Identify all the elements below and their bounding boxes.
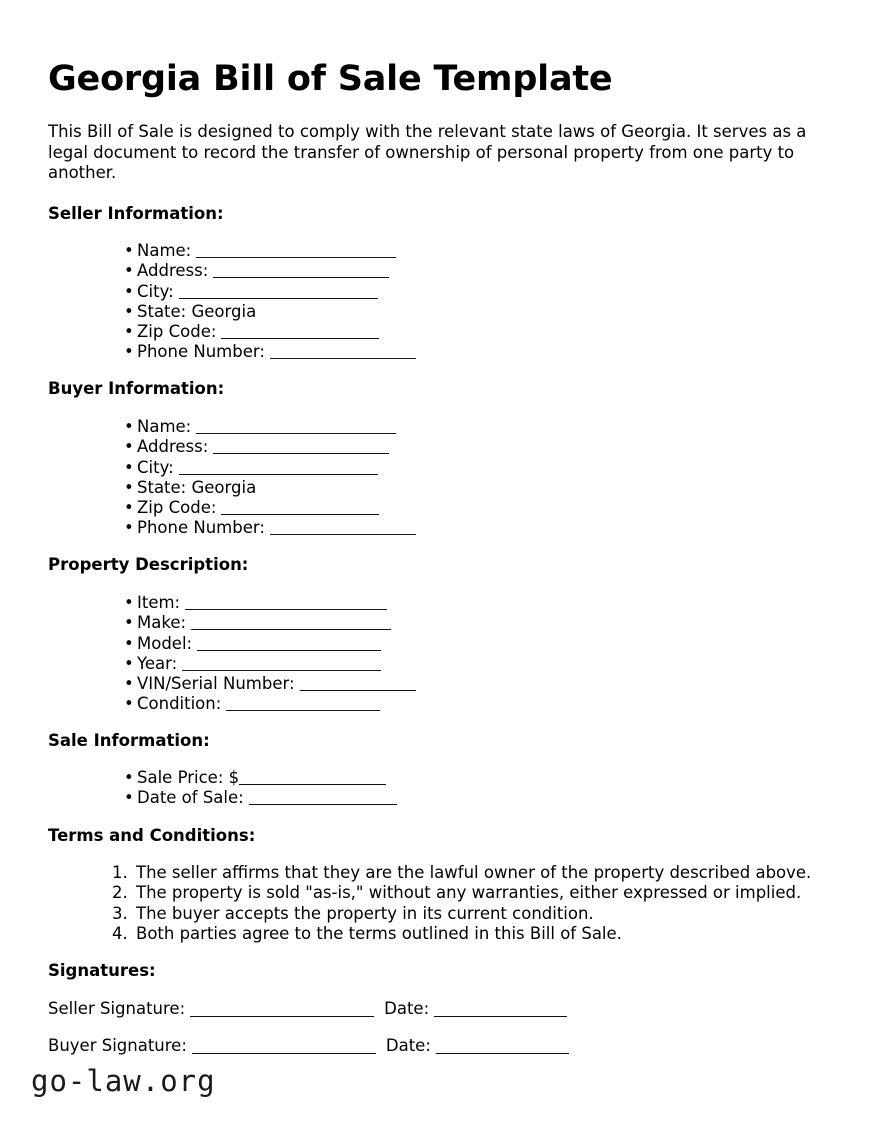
list-item [124,322,416,342]
field-blank-line[interactable] [270,520,416,535]
page-title: Georgia Bill of Sale Template [48,59,613,99]
section-heading-property: Property Description: [48,555,249,574]
field-label: Zip Code: [137,498,217,518]
seller-signature-row [48,999,567,1019]
sale-field-list [124,768,397,809]
section-heading-seller: Seller Information: [48,204,224,223]
list-item-number: 4. [112,923,128,943]
field-blank-line[interactable] [239,770,386,785]
field-label: Address: [137,261,209,281]
field-blank-line[interactable] [179,460,378,475]
seller-signature-blank-line[interactable] [190,1002,374,1017]
list-item [124,654,416,674]
list-item-number: 3. [112,903,128,923]
section-heading-buyer: Buyer Information: [48,379,225,398]
field-blank-line[interactable] [270,344,416,359]
field-blank-line[interactable] [221,500,379,515]
seller-date-label: Date: [384,999,430,1018]
seller-field-list [124,241,416,363]
list-item [124,518,416,538]
field-label: Address: [137,437,209,457]
list-item [124,788,397,808]
intro-paragraph: This Bill of Sale is designed to comply with the relevant state laws of Georgia. It serves as a legal document to record the transfer of ownership of personal property from one party to another. [48,122,807,183]
field-blank-line[interactable] [179,284,378,299]
field-label: Sale Price: $ [137,768,240,787]
field-label: City: [137,281,174,301]
field-label: Date of Sale: [137,788,244,808]
list-item [124,241,416,261]
list-item [124,261,416,281]
list-item-text: The property is sold "as-is," without any warranties, either expressed or implied. [136,883,802,903]
field-blank-line[interactable] [226,696,380,711]
field-label: State: [137,301,187,321]
field-value: Georgia [191,301,257,321]
field-label: Condition: [137,694,222,714]
field-label: City: [137,457,174,477]
field-label: Name: [137,417,192,436]
list-item-text: Both parties agree to the terms outlined in this Bill of Sale. [136,923,622,943]
field-blank-line[interactable] [197,636,381,651]
list-item [124,458,416,478]
field-label: State: [137,477,187,497]
list-item [124,302,416,322]
footer-site-url: go-law.org [31,1064,216,1098]
section-heading-signatures: Signatures: [48,961,156,980]
list-item [124,437,416,457]
list-item [124,478,416,498]
list-item [124,593,416,613]
list-item [124,768,397,788]
seller-date-blank-line[interactable] [434,1002,567,1017]
section-heading-sale: Sale Information: [48,731,210,750]
field-label: Item: [137,593,181,612]
field-blank-line[interactable] [300,676,416,691]
section-heading-terms: Terms and Conditions: [48,826,256,845]
field-label: Name: [137,241,192,260]
field-label: Model: [137,633,193,653]
field-blank-line[interactable] [182,656,381,671]
list-item-number: 2. [112,883,128,903]
list-item-text: The seller affirms that they are the lawful owner of the property described above. [136,863,812,882]
list-item [124,674,416,694]
field-label: VIN/Serial Number: [137,674,295,694]
field-label: Zip Code: [137,322,217,342]
field-blank-line[interactable] [213,263,389,278]
list-item [112,863,811,883]
field-blank-line[interactable] [185,595,387,610]
field-label: Phone Number: [137,342,265,362]
buyer-signature-blank-line[interactable] [192,1039,376,1054]
list-item-number: 1. [112,863,128,882]
buyer-date-blank-line[interactable] [436,1039,569,1054]
list-item [124,694,416,714]
field-blank-line[interactable] [196,243,396,258]
list-item [124,634,416,654]
buyer-signature-label: Buyer Signature: [48,1036,187,1055]
list-item [124,613,416,633]
buyer-date-label: Date: [385,1036,431,1055]
terms-list [112,863,811,944]
field-blank-line[interactable] [213,439,389,454]
list-item [124,498,416,518]
list-item [112,924,811,944]
field-value: Georgia [191,477,257,497]
field-blank-line[interactable] [249,790,397,805]
list-item [124,342,416,362]
buyer-signature-row [48,1036,569,1056]
list-item [124,282,416,302]
list-item [124,417,416,437]
list-item-text: The buyer accepts the property in its current condition. [136,903,594,923]
buyer-field-list [124,417,416,539]
field-blank-line[interactable] [196,419,396,434]
field-blank-line[interactable] [221,324,379,339]
seller-signature-label: Seller Signature: [48,999,186,1018]
list-item [112,883,811,903]
field-label: Phone Number: [137,518,265,538]
field-blank-line[interactable] [191,615,391,630]
field-label: Make: [137,613,187,633]
field-label: Year: [137,653,178,673]
property-field-list [124,593,416,715]
list-item [112,904,811,924]
